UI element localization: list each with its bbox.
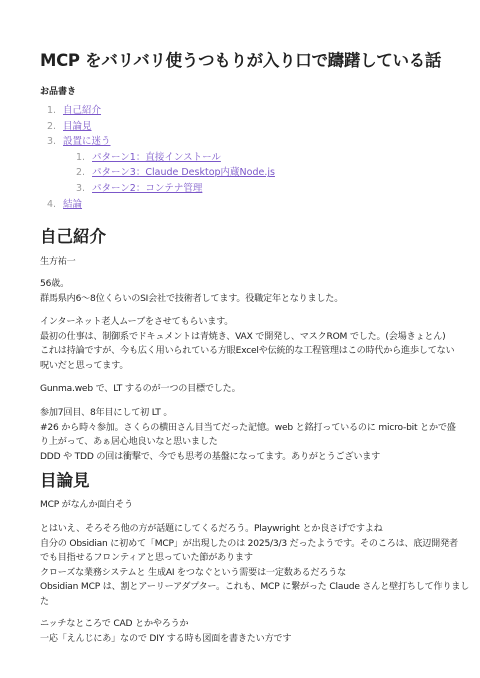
text-line: 一応「えんじにあ」なので DIY する時も図面を書きたい方です <box>40 633 292 644</box>
text-line: インターネット老人ムーブをさせてもらいます。 <box>40 317 234 327</box>
toc-number: 3. <box>76 182 86 194</box>
text-line: DDD や TDD の回は衝撃で、今でも思考の基盤になってます。ありがとうございます <box>40 451 381 462</box>
section-heading-plan: 目論見 <box>40 471 90 490</box>
text-line: 最初の仕事は、制御系でドキュメントは青焼き、VAX で開発し、マスクROM でした。(会場きょとん) <box>40 331 446 342</box>
toc-link-conclusion[interactable]: 結論 <box>63 198 83 210</box>
paragraph <box>40 406 456 464</box>
toc-item <box>40 119 275 135</box>
toc-number: 1. <box>47 105 57 116</box>
toc-number: 3. <box>47 136 57 148</box>
text-line: 群馬県内6～8位くらいのSI会社で技術者してます。役職定年となりました。 <box>40 293 344 304</box>
toc-item <box>40 197 275 213</box>
paragraph <box>40 522 470 610</box>
text-line: り上がって、あぁ居心地良いなと思いました <box>40 437 218 448</box>
paragraph <box>40 277 450 306</box>
toc-item <box>40 103 275 119</box>
text-line: 56歳。 <box>40 279 69 289</box>
text-line: #26 から時々参加。さくらの横田さん目当てだった記憶。web と銘打っているのに micro-bit とかで盛 <box>40 422 456 433</box>
paragraph <box>40 315 455 373</box>
paragraph: Gunma.web で、LT するのが一つの目標でした。 <box>40 384 241 394</box>
paragraph: MCP がなんか面白そう <box>40 500 133 510</box>
text-line: Obsidian MCP は、割とアーリーアダプター。これも、MCP に繋がった Claude さんと壁打ちして作りまし <box>40 582 470 593</box>
page-title: MCP をバリバリ使うつもりが入り口で躊躇している話 <box>40 51 442 70</box>
text-line: とはいえ、そろそろ他の方が話題にしてくるだろう。Playwright とか良さげですよね <box>40 524 383 534</box>
author-name: 生方祐一 <box>40 257 76 267</box>
text-line: ニッチなところで CAD とかやろうか <box>40 619 189 629</box>
toc-subitem <box>40 181 275 197</box>
toc-link-pattern2[interactable]: パターン2：コンテナ管理 <box>92 182 203 194</box>
text-line: 呪いだと思ってます。 <box>40 360 129 371</box>
toc-link-setup[interactable]: 設置に迷う <box>63 136 111 148</box>
paragraph <box>40 617 450 646</box>
toc-number: 1. <box>76 151 86 163</box>
toc-subitem <box>40 150 275 166</box>
toc-number: 4. <box>47 198 57 210</box>
toc-item <box>40 134 275 150</box>
toc-link-plan[interactable]: 目論見 <box>63 120 92 132</box>
text-line: これは持論ですが、今も広く用いられている方眼Excelや伝統的な工程管理はこの時代から進歩してない <box>40 346 455 357</box>
text-line: た <box>40 596 49 607</box>
toc-number: 2. <box>47 120 57 132</box>
toc-number: 2. <box>76 167 86 179</box>
section-heading-self-intro: 自己紹介 <box>40 227 106 246</box>
toc-heading: お品書き <box>40 87 77 97</box>
text-line: 参加7回目、8年目にして初 LT 。 <box>40 408 173 418</box>
text-line: クローズな業務システムと 生成AI をつなぐという需要は一定数あるだろうな <box>40 567 347 578</box>
text-line: 自分の Obsidian に初めて「MCP」が出現したのは 2025/3/3 だったようです。そのころは、底辺開発者 <box>40 538 458 549</box>
toc-link-pattern3[interactable]: パターン3：Claude Desktop内蔵Node.js <box>92 167 275 179</box>
toc-subitem <box>40 165 275 181</box>
text-line: でも目指せるフロンティアと思っていた節があります <box>40 553 253 564</box>
table-of-contents <box>40 103 275 212</box>
toc-link-pattern1[interactable]: パターン1：直接インストール <box>92 151 221 163</box>
toc-link-self-intro[interactable]: 自己紹介 <box>63 105 102 116</box>
